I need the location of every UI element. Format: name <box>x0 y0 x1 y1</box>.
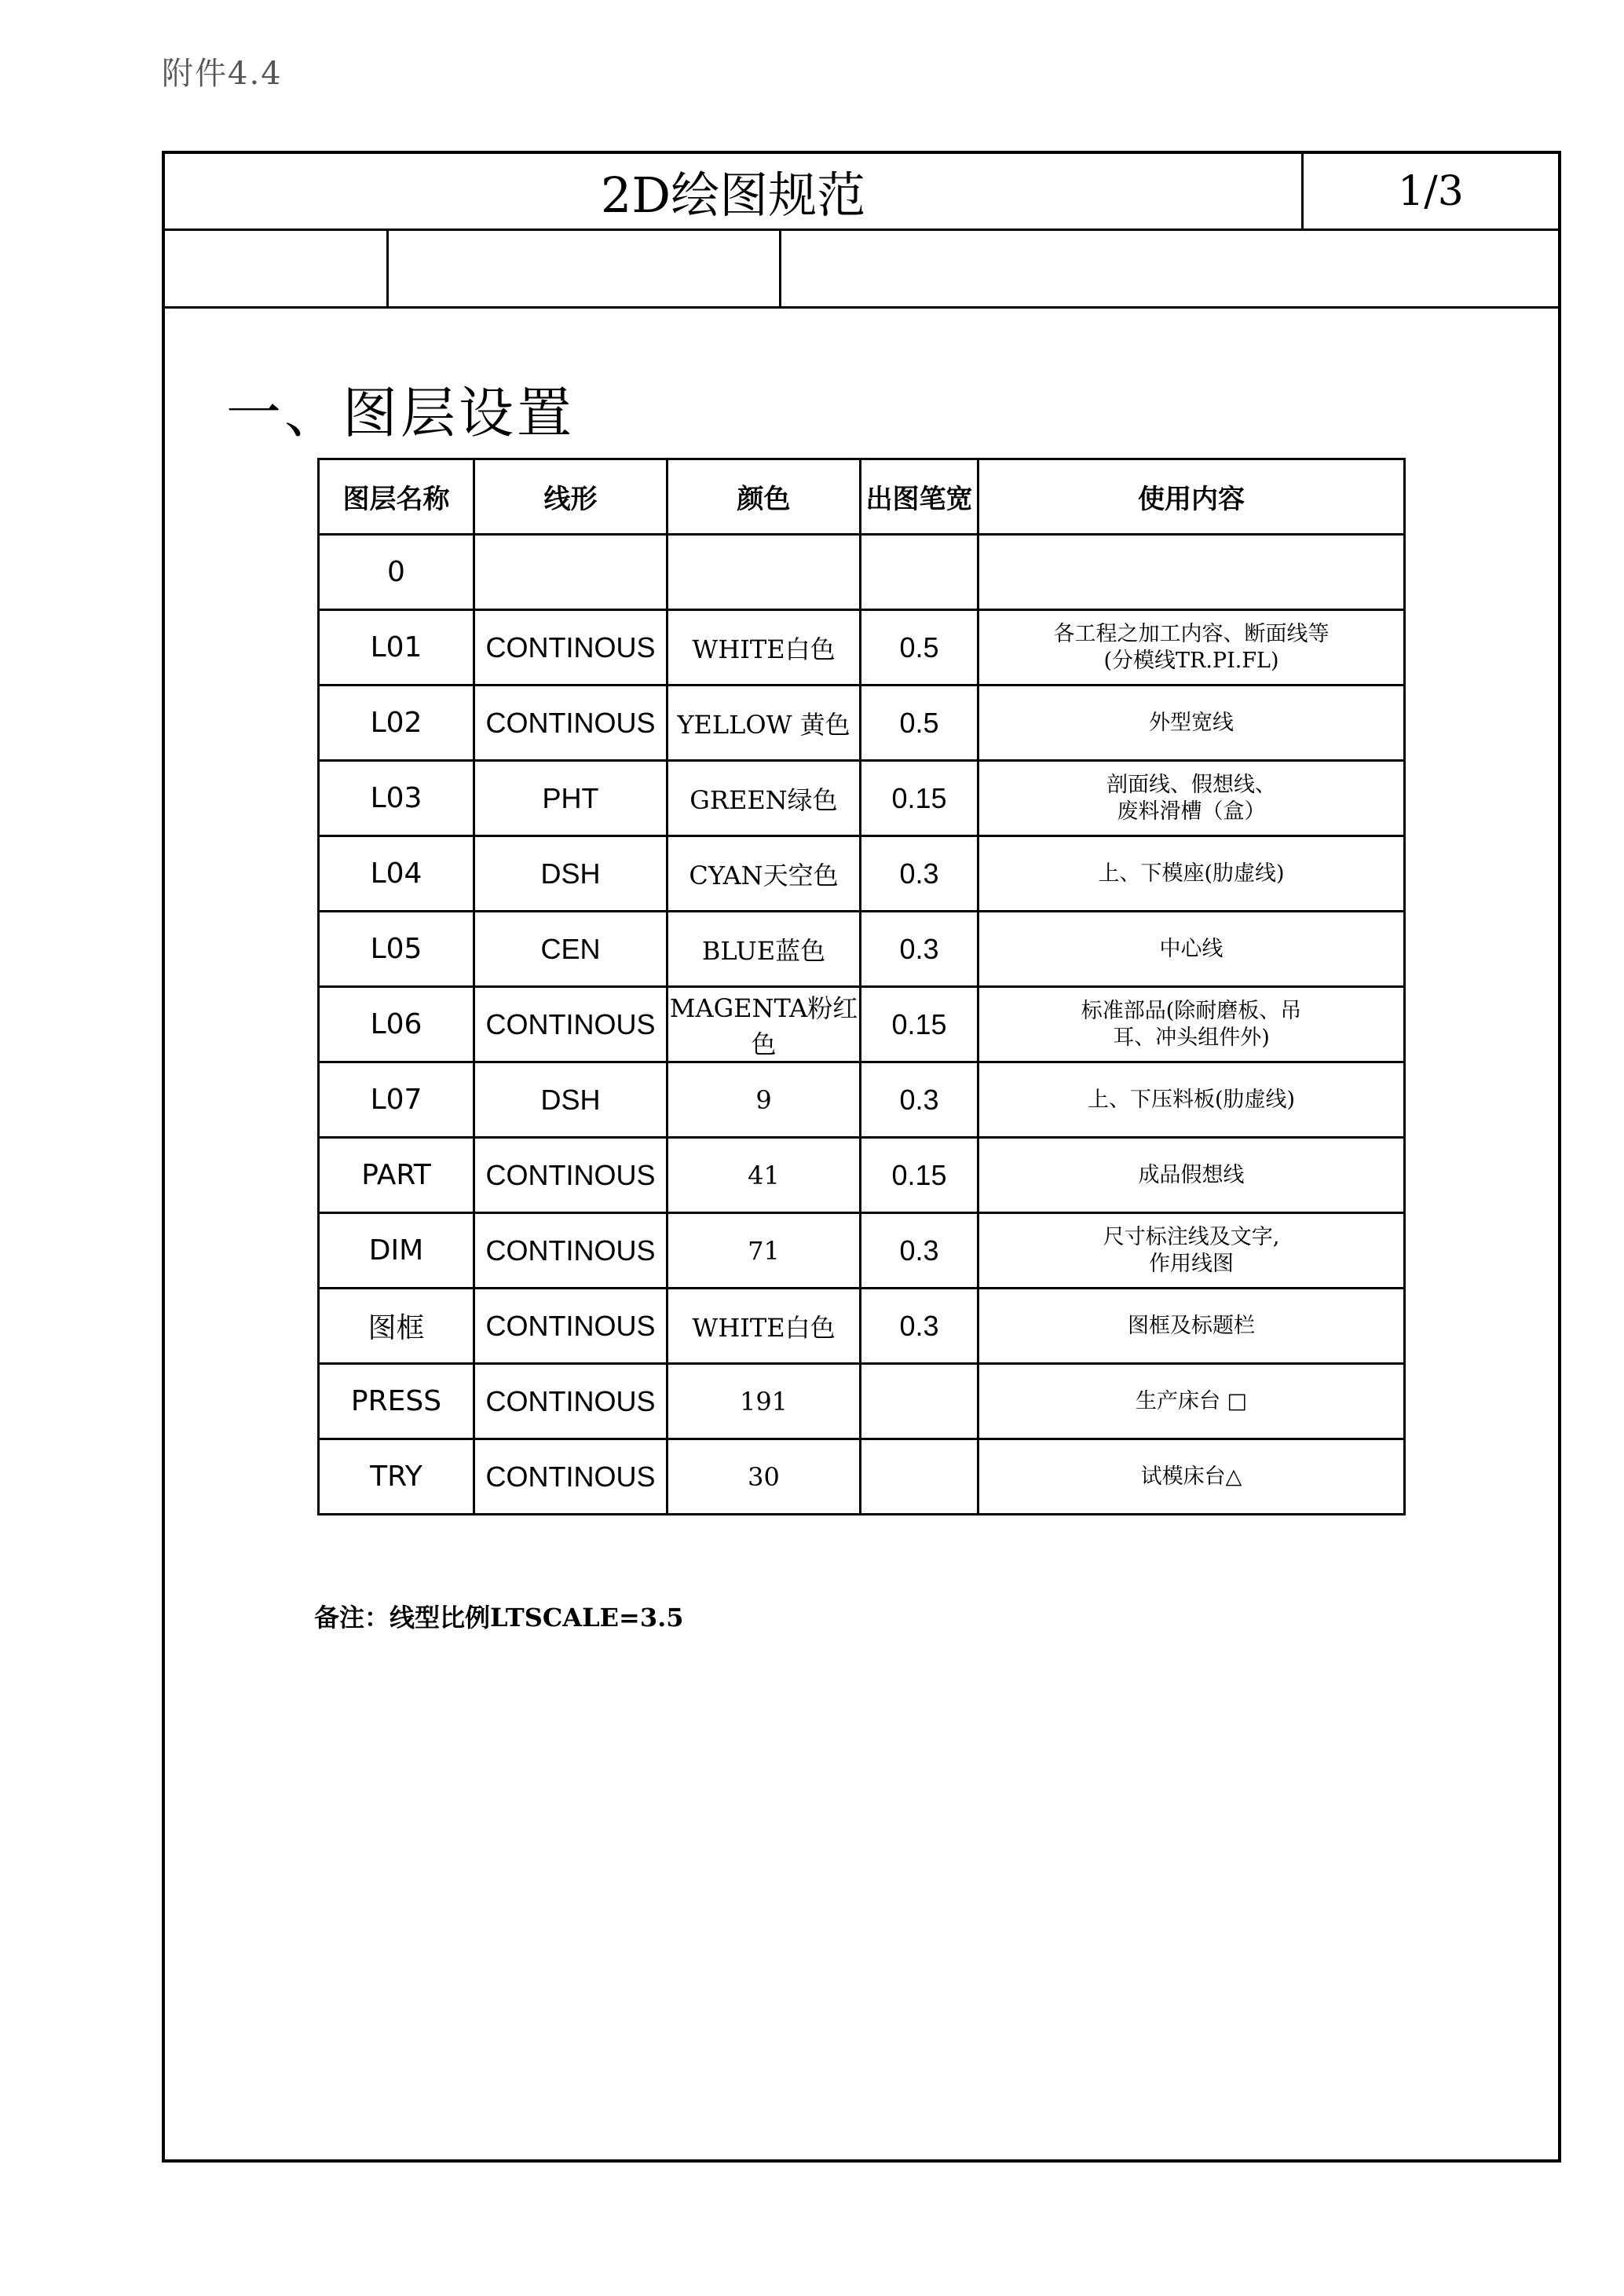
table-row <box>319 1439 1405 1515</box>
cell-linetype: CONTINOUS <box>474 987 668 1062</box>
cell-usage: 试模床台△ <box>978 1439 1405 1515</box>
cell-pen-width: 0.5 <box>861 610 978 686</box>
cell-color: 41 <box>668 1138 861 1213</box>
table-row <box>319 987 1405 1062</box>
table-row <box>319 761 1405 836</box>
cell-layer-name: TRY <box>319 1439 474 1515</box>
cell-layer-name: DIM <box>319 1213 474 1289</box>
column-header-linetype: 线形 <box>474 459 668 535</box>
cell-layer-name: L07 <box>319 1062 474 1138</box>
cell-linetype: CONTINOUS <box>474 1289 668 1364</box>
cell-color: 30 <box>668 1439 861 1515</box>
column-header-layer-name: 图层名称 <box>319 459 474 535</box>
cell-color: BLUE蓝色 <box>668 912 861 987</box>
cell-layer-name: L04 <box>319 836 474 912</box>
cell-layer-name: L05 <box>319 912 474 987</box>
cell-linetype: CONTINOUS <box>474 1439 668 1515</box>
cell-layer-name: 0 <box>319 535 474 610</box>
cell-color: 71 <box>668 1213 861 1289</box>
table-row <box>319 535 1405 610</box>
cell-usage: 尺寸标注线及文字, 作用线图 <box>978 1213 1405 1289</box>
section-title: 一、图层设置 <box>226 381 575 445</box>
cell-pen-width: 0.3 <box>861 836 978 912</box>
cell-linetype: DSH <box>474 836 668 912</box>
table-row <box>319 836 1405 912</box>
cell-usage: 中心线 <box>978 912 1405 987</box>
title-block-row <box>165 154 1558 231</box>
column-header-pen-width: 出图笔宽 <box>861 459 978 535</box>
cell-pen-width: 0.3 <box>861 1213 978 1289</box>
cell-linetype: CEN <box>474 912 668 987</box>
cell-pen-width: 0.3 <box>861 1289 978 1364</box>
cell-pen-width: 0.15 <box>861 1138 978 1213</box>
table-row <box>319 686 1405 761</box>
attachment-label: 附件4.4 <box>162 56 283 92</box>
cell-usage: 标准部品(除耐磨板、吊 耳、冲头组件外) <box>978 987 1405 1062</box>
cell-pen-width <box>861 1364 978 1439</box>
cell-linetype: CONTINOUS <box>474 1213 668 1289</box>
column-header-usage: 使用内容 <box>978 459 1405 535</box>
cell-color: 9 <box>668 1062 861 1138</box>
table-row <box>319 912 1405 987</box>
cell-color: WHITE白色 <box>668 1289 861 1364</box>
cell-layer-name: PRESS <box>319 1364 474 1439</box>
cell-usage: 各工程之加工内容、断面线等 (分模线TR.PI.FL) <box>978 610 1405 686</box>
cell-pen-width: 0.15 <box>861 987 978 1062</box>
cell-color: MAGENTA粉红色 <box>668 987 861 1062</box>
cell-linetype: CONTINOUS <box>474 1364 668 1439</box>
cell-layer-name: 图框 <box>319 1289 474 1364</box>
cell-linetype: PHT <box>474 761 668 836</box>
cell-pen-width: 0.15 <box>861 761 978 836</box>
cell-linetype: CONTINOUS <box>474 610 668 686</box>
table-row <box>319 1364 1405 1439</box>
cell-linetype: DSH <box>474 1062 668 1138</box>
title-block-info-row <box>165 231 1558 309</box>
column-header-color: 颜色 <box>668 459 861 535</box>
cell-usage: 成品假想线 <box>978 1138 1405 1213</box>
cell-usage: 生产床台 □ <box>978 1364 1405 1439</box>
cell-usage: 图框及标题栏 <box>978 1289 1405 1364</box>
cell-usage: 上、下压料板(肋虚线) <box>978 1062 1405 1138</box>
cell-linetype: CONTINOUS <box>474 686 668 761</box>
cell-layer-name: L02 <box>319 686 474 761</box>
title-block-cell <box>165 231 389 306</box>
cell-color: GREEN绿色 <box>668 761 861 836</box>
cell-color <box>668 535 861 610</box>
cell-pen-width: 0.3 <box>861 1062 978 1138</box>
table-row <box>319 1213 1405 1289</box>
cell-layer-name: L01 <box>319 610 474 686</box>
cell-color: YELLOW 黄色 <box>668 686 861 761</box>
remark-note: 备注：线型比例LTSCALE=3.5 <box>314 1603 684 1632</box>
cell-color: WHITE白色 <box>668 610 861 686</box>
layer-settings-table <box>317 458 1406 1515</box>
cell-layer-name: L03 <box>319 761 474 836</box>
cell-pen-width <box>861 1439 978 1515</box>
title-block-cell <box>781 231 1558 306</box>
table-row <box>319 610 1405 686</box>
cell-usage: 上、下模座(肋虚线) <box>978 836 1405 912</box>
cell-pen-width: 0.3 <box>861 912 978 987</box>
page-number: 1/3 <box>1398 167 1464 215</box>
cell-usage: 外型宽线 <box>978 686 1405 761</box>
cell-pen-width <box>861 535 978 610</box>
table-header-row <box>319 459 1405 535</box>
cell-linetype: CONTINOUS <box>474 1138 668 1213</box>
cell-layer-name: PART <box>319 1138 474 1213</box>
table-body <box>319 535 1405 1515</box>
title-block-cell <box>389 231 781 306</box>
table-row <box>319 1138 1405 1213</box>
document-title: 2D绘图规范 <box>165 154 1304 229</box>
cell-color: 191 <box>668 1364 861 1439</box>
cell-pen-width: 0.5 <box>861 686 978 761</box>
cell-linetype <box>474 535 668 610</box>
cell-color: CYAN天空色 <box>668 836 861 912</box>
cell-usage <box>978 535 1405 610</box>
cell-usage: 剖面线、假想线、 废料滑槽（盒） <box>978 761 1405 836</box>
cell-layer-name: L06 <box>319 987 474 1062</box>
table-row <box>319 1289 1405 1364</box>
table-row <box>319 1062 1405 1138</box>
